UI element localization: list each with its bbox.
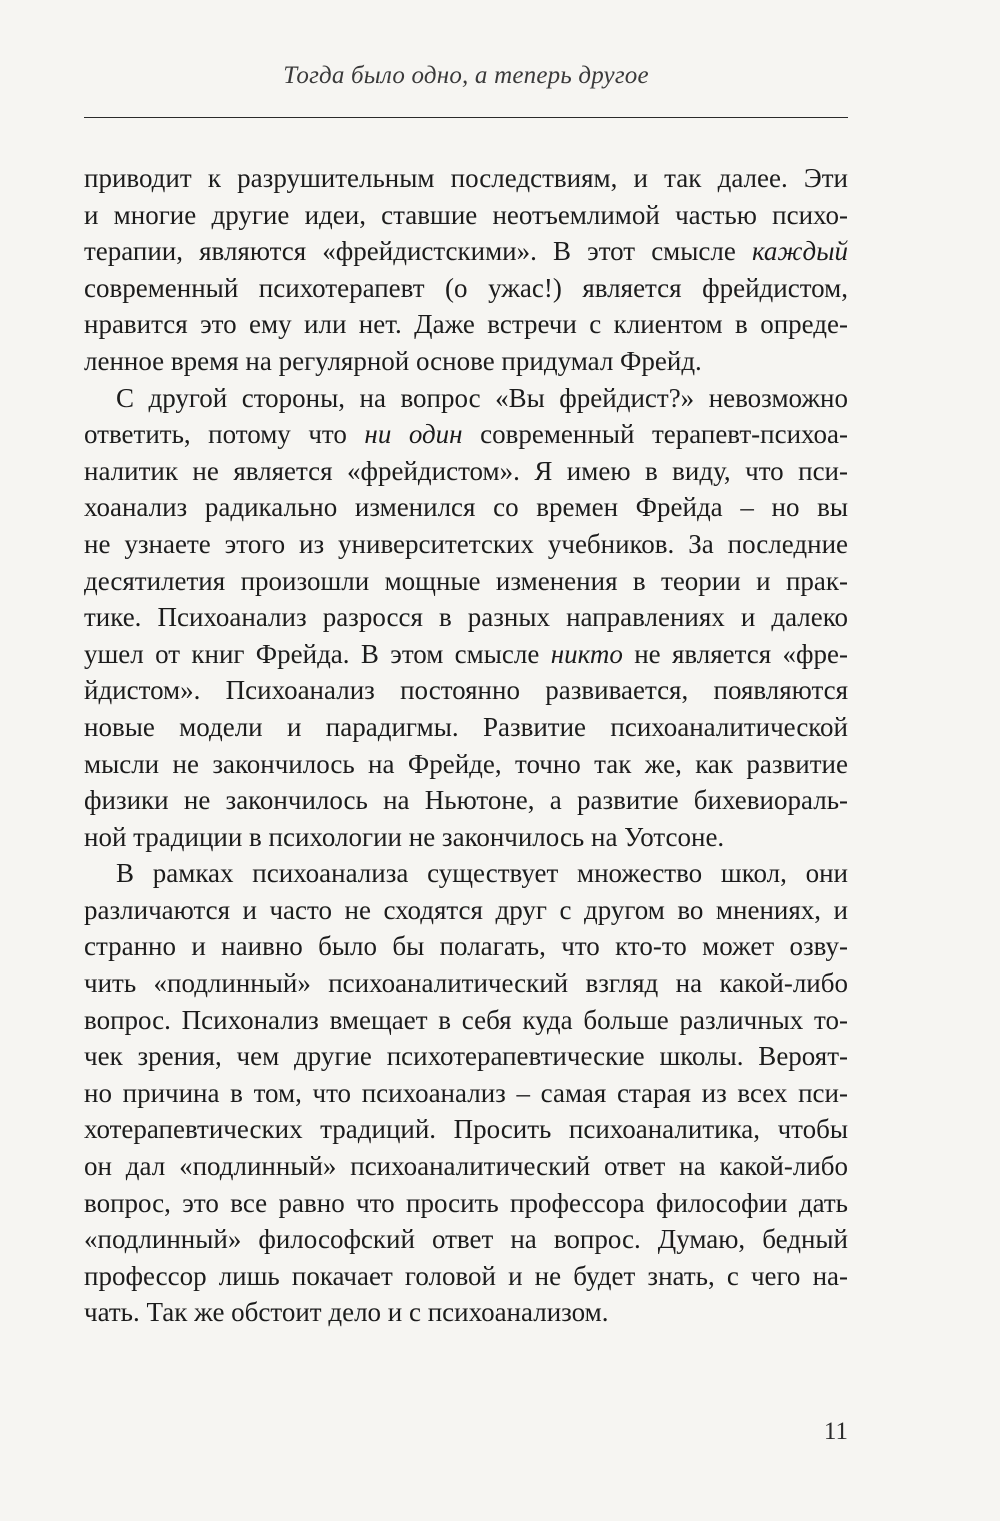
text-line: не узнаете этого из университетских учебников. За последние: [84, 528, 848, 559]
text-line: но причина в том, что психоанализ – самая старая из всех пси-: [84, 1077, 848, 1108]
text-line: и многие другие идеи, ставшие неотъемлимой частью психо-: [84, 199, 848, 230]
text-line: ленное время на регулярной основе придумал Фрейд.: [84, 345, 702, 376]
text-line: приводит к разрушительным последствиям, и так далее. Эти: [84, 163, 848, 193]
text-line: тике. Психоанализ разросся в разных направлениях и далеко: [84, 602, 848, 633]
text-line: различаются и часто не сходятся друг с другом во мнениях, и: [84, 894, 848, 925]
text-line: чать. Так же обстоит дело и с психоанализом.: [84, 1297, 609, 1328]
text-line: В рамках психоанализа существует множество школ, они: [116, 858, 848, 889]
text-line: нравится это ему или нет. Даже встречи с клиентом в опреде-: [84, 309, 848, 340]
text-line: странно и наивно было бы полагать, что кто-то может озву-: [84, 931, 848, 962]
text-line: йдистом». Психоанализ постоянно развивается, появляются: [84, 675, 848, 706]
text-line: мысли не закончилось на Фрейде, точно так же, как развитие: [84, 748, 848, 779]
text-line: вопрос. Психонализ вмещает в себя куда больше различных то-: [84, 1004, 848, 1035]
page-number: 11: [823, 1418, 848, 1445]
body-text: [84, 160, 848, 1331]
text-line: современный психотерапевт (о ужас!) является фрейдистом,: [84, 272, 848, 303]
text-line: чек зрения, чем другие психотерапевтические школы. Вероят-: [84, 1041, 848, 1072]
text-line: чить «подлинный» психоаналитический взгляд на какой-либо: [84, 968, 848, 999]
text-line: вопрос, это все равно что просить профессора философии дать: [84, 1187, 848, 1218]
emphasis-text: каждый: [751, 236, 848, 267]
text-line: физики не закончилось на Ньютоне, а развитие бихевиораль-: [84, 785, 848, 816]
text-line: он дал «подлинный» психоаналитический ответ на какой-либо: [84, 1151, 848, 1182]
text-line: ответить, потому что ни один современный терапевт-психоа-: [84, 419, 848, 450]
text-line: налитик не является «фрейдистом». Я имею в виду, что пси-: [84, 455, 848, 486]
text-line: ной традиции в психологии не закончилось на Уотсоне.: [84, 821, 725, 852]
text-line: новые модели и парадигмы. Развитие психоаналитической: [84, 711, 848, 742]
emphasis-text: ни один: [364, 419, 463, 450]
text-line: «подлинный» философский ответ на вопрос. Думаю, бедный: [84, 1224, 848, 1255]
text-line: ушел от книг Фрейда. В этом смысле никто не является «фре-: [84, 638, 848, 669]
text-line: С другой стороны, на вопрос «Вы фрейдист?» невозможно: [116, 382, 848, 413]
text-line: хоанализ радикально изменился со времен Фрейда – но вы: [84, 492, 848, 523]
running-head-title: Тогда было одно, а теперь другое: [283, 62, 649, 89]
text-line: десятилетия произошли мощные изменения в теории и прак-: [84, 565, 848, 596]
text-line: хотерапевтических традиций. Просить психоаналитика, чтобы: [84, 1114, 848, 1145]
text-line: профессор лишь покачает головой и не будет знать, с чего на-: [84, 1260, 848, 1291]
emphasis-text: никто: [550, 638, 623, 669]
text-line: терапии, являются «фрейдистскими». В этот смысле каждый: [84, 236, 848, 267]
header-rule: [84, 117, 848, 118]
